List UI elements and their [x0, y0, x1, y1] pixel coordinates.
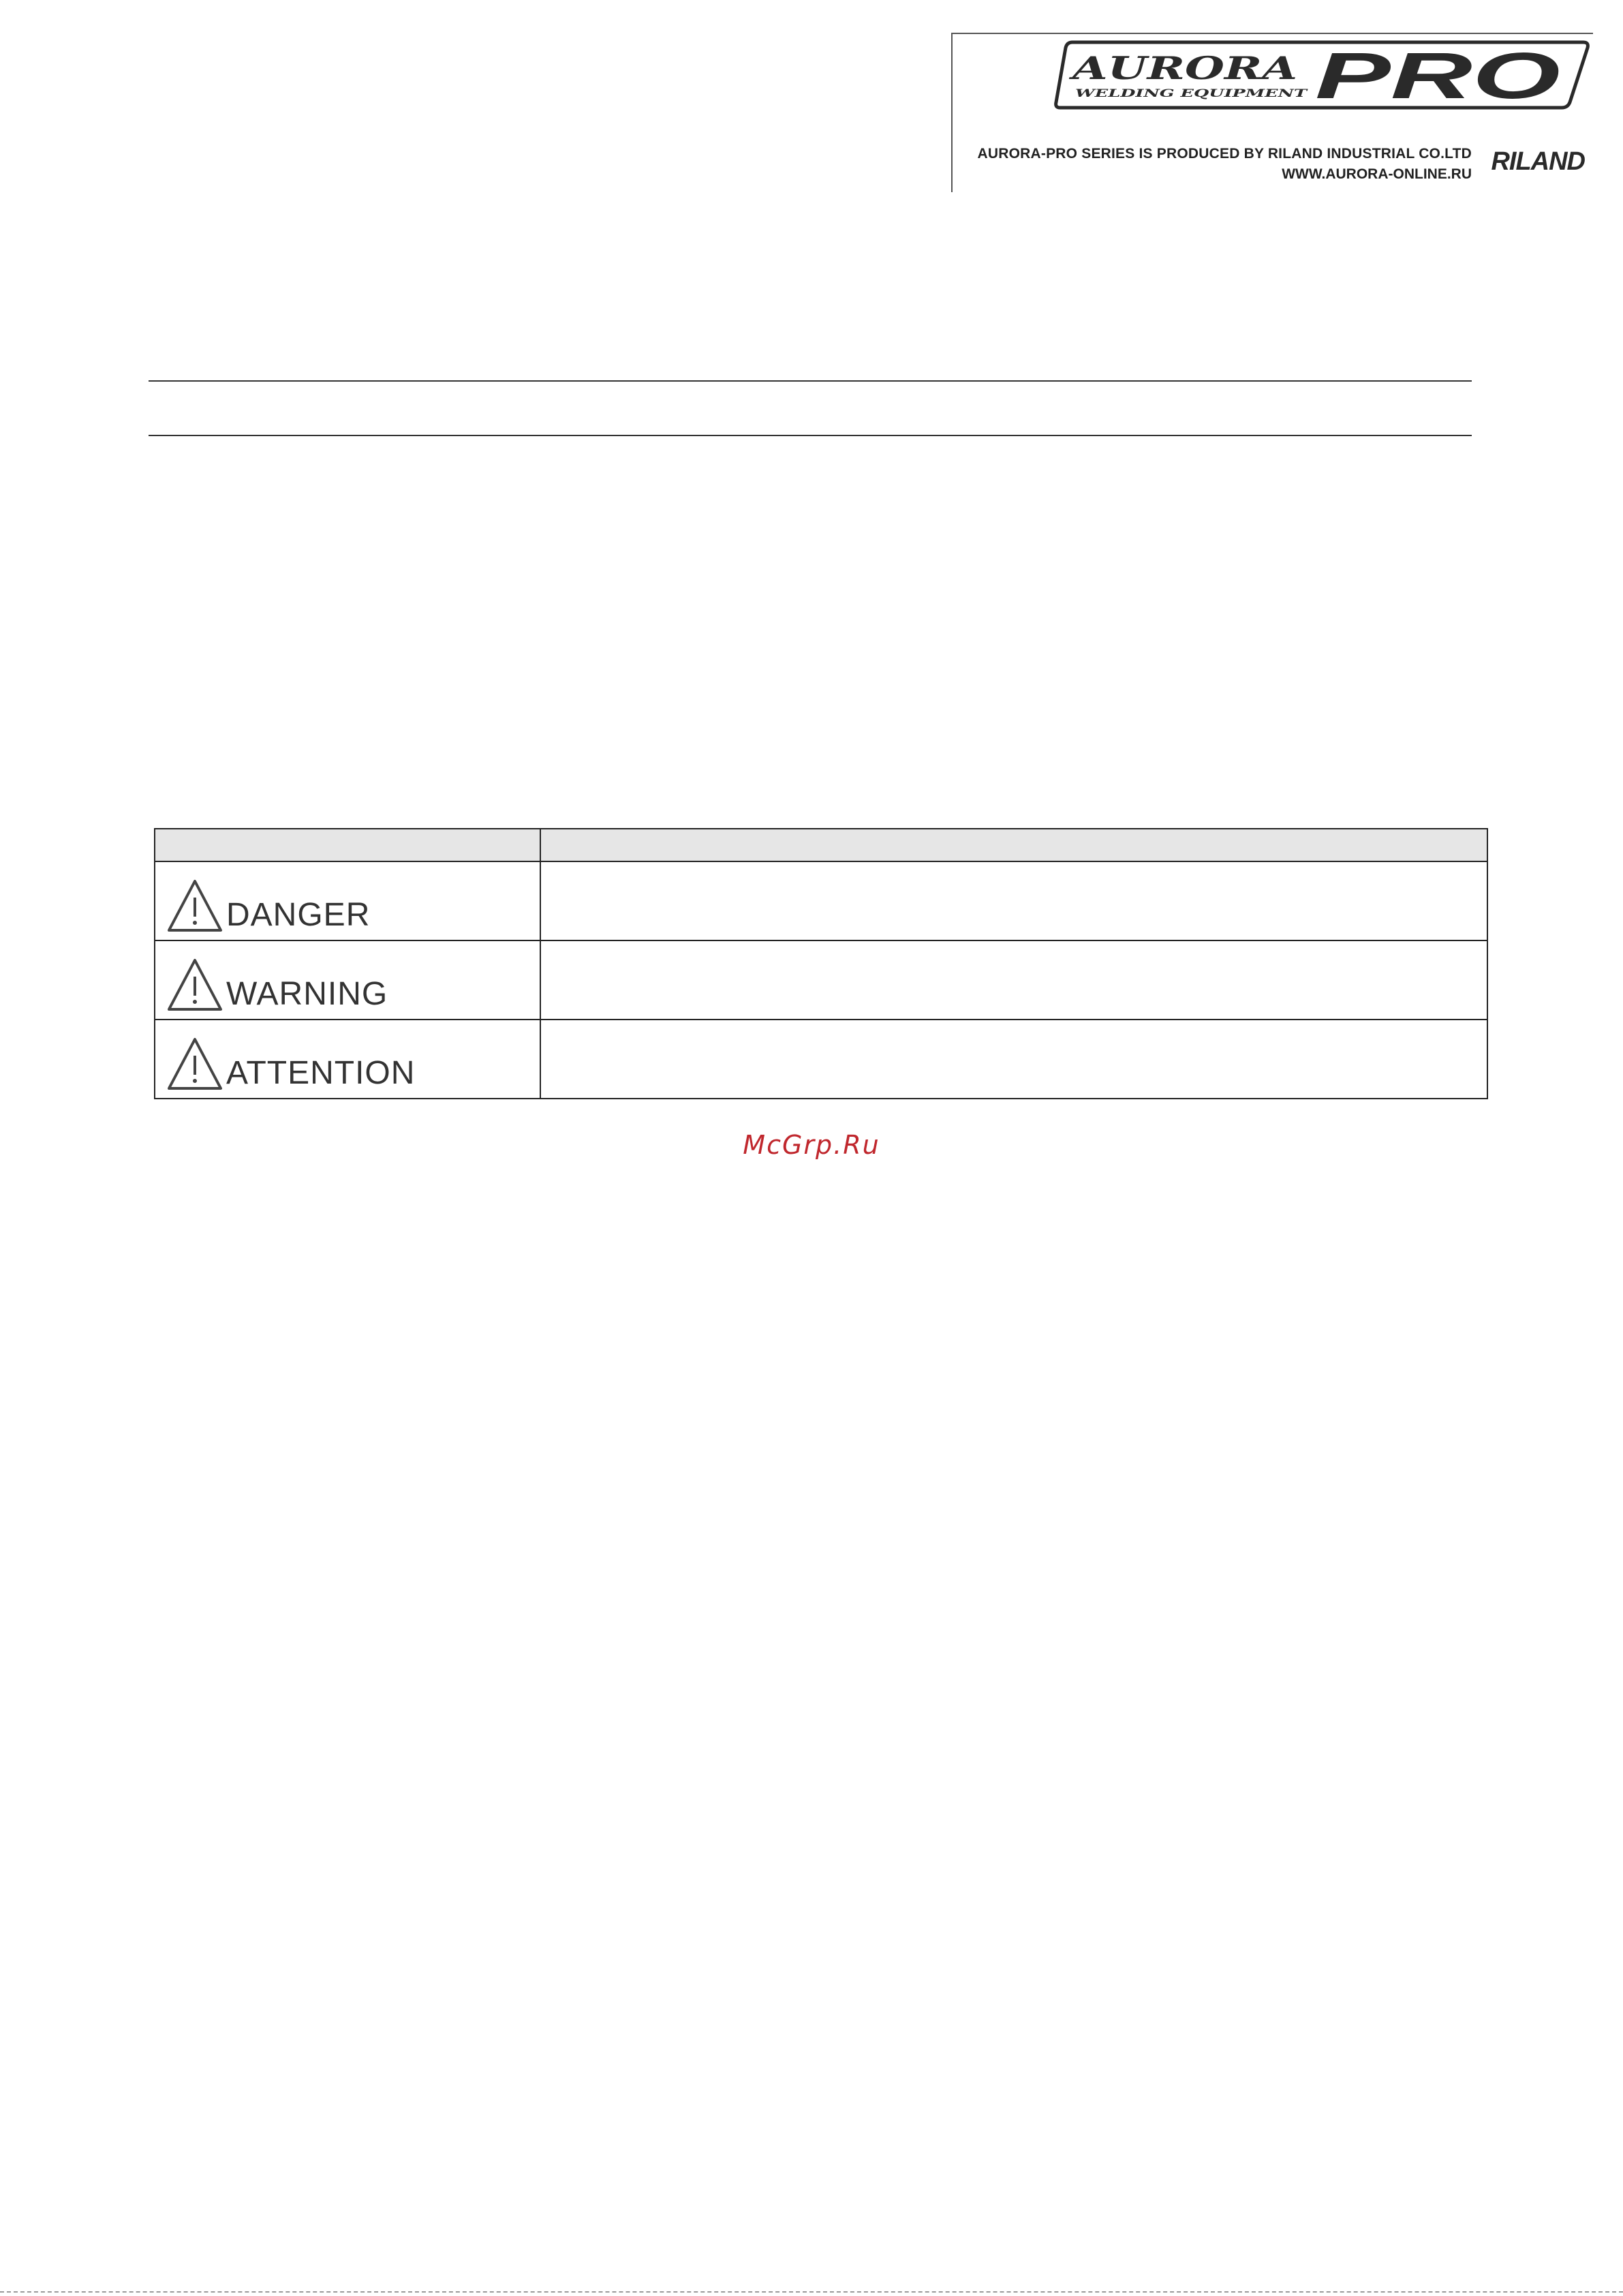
sign-label: DANGER — [226, 897, 371, 933]
sign-cell — [155, 861, 540, 940]
logo-tagline: WELDING EQUIPMENT — [1075, 87, 1308, 100]
warning-triangle-icon — [166, 956, 223, 1013]
sign-cell — [155, 1020, 540, 1099]
description-cell — [540, 940, 1487, 1020]
header-cell-description — [540, 829, 1487, 861]
horizontal-rule — [149, 380, 1472, 382]
header-cell-sign — [155, 829, 540, 861]
company-line: AURORA-PRO SERIES IS PRODUCED BY RILAND INDUSTRIAL CO.LTD — [977, 146, 1472, 162]
warning-triangle-icon — [166, 877, 223, 934]
table-row-warning — [155, 940, 1487, 1020]
description-cell — [540, 861, 1487, 940]
table-header-row — [155, 829, 1487, 861]
page-bottom-border — [0, 2291, 1623, 2293]
description-cell — [540, 1020, 1487, 1099]
horizontal-rule — [149, 435, 1472, 436]
sign-cell — [155, 940, 540, 1020]
sign-label: ATTENTION — [226, 1055, 416, 1091]
logo-word-pro: PRO — [1315, 40, 1560, 112]
table-row-danger — [155, 861, 1487, 940]
aurora-pro-logo — [1052, 37, 1590, 112]
watermark-link[interactable]: McGrp.Ru — [743, 1130, 880, 1160]
sign-label: WARNING — [226, 976, 388, 1012]
safety-signs-table — [154, 828, 1488, 1099]
header-logo-block — [951, 33, 1593, 192]
warning-triangle-icon — [166, 1035, 223, 1092]
website-link[interactable]: WWW.AURORA-ONLINE.RU — [1282, 166, 1472, 182]
logo-word-aurora: AURORA — [1068, 50, 1297, 87]
riland-logo: RILAND — [1491, 147, 1585, 176]
table-row-attention — [155, 1020, 1487, 1099]
